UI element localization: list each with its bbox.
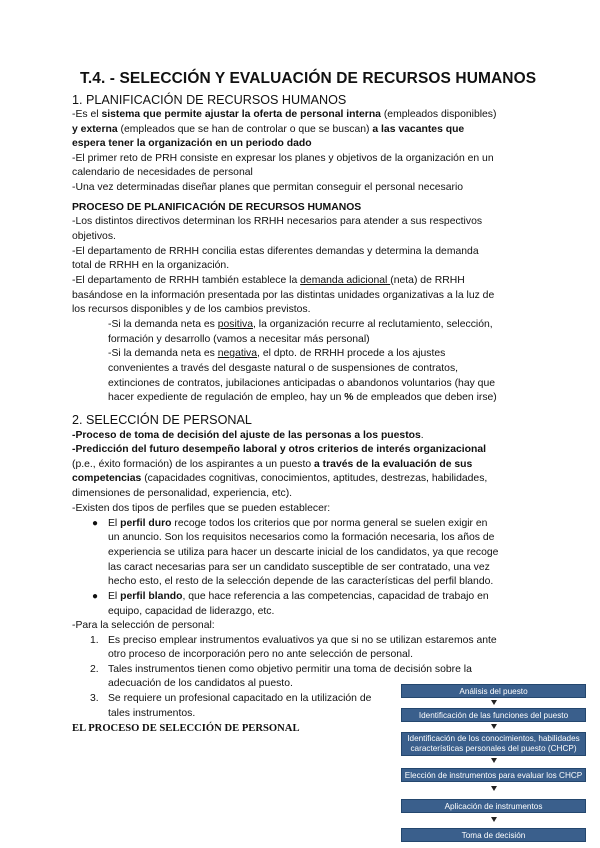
page-title: T.4. - SELECCIÓN Y EVALUACIÓN DE RECURSOS HUMANOS xyxy=(80,70,537,87)
flow-step-chcp-line2: características personales del puesto (CHCP) xyxy=(410,743,577,753)
paragraph-line: las caract necesarias para ser un candidato susceptible de ser contratado, una vez xyxy=(108,562,490,573)
flow-step-decision: Toma de decisión xyxy=(401,828,586,842)
bullet-icon: ● xyxy=(92,518,99,529)
paragraph-line: -Predicción del futuro desempeño laboral y otros criterios de interés organizacional xyxy=(72,444,486,455)
section-heading-seleccion: 2. SELECCIÓN DE PERSONAL xyxy=(72,413,252,427)
paragraph-line: y externa (empleados que se han de controlar o que se buscan) a las vacantes que xyxy=(72,124,465,135)
flow-step-aplicacion: Aplicación de instrumentos xyxy=(401,799,586,813)
paragraph-line: hacer expediente de regulación de empleo, hay un % de empleados que deben irse) xyxy=(108,392,497,403)
paragraph-line: -Si la demanda neta es negativa, el dpto. de RRHH procede a los ajustes xyxy=(108,348,446,359)
paragraph-line: calendario de necesidades de personal xyxy=(72,167,253,178)
list-item-perfil-duro: El perfil duro recoge todos los criterios que por norma general se suelen exigir en xyxy=(108,518,488,529)
paragraph-line: equipo, capacidad de liderazgo, etc. xyxy=(108,606,275,617)
paragraph-line: -El primer reto de PRH consiste en expresar los planes y objetivos de la organización en un xyxy=(72,153,494,164)
paragraph-line: basándose en la información presentada por las distintas unidades organizativas a la luz de xyxy=(72,290,495,301)
paragraph-line: (p.e., éxito formación) de los aspirantes a un puesto a través de la evaluación de sus xyxy=(72,459,473,470)
paragraph-line: -Proceso de toma de decisión del ajuste de las personas a los puestos. xyxy=(72,430,424,441)
paragraph-line: adecuación de los candidatos al puesto. xyxy=(108,678,293,689)
arrow-icon xyxy=(491,786,497,791)
arrow-icon xyxy=(491,817,497,822)
list-number: 2. xyxy=(90,664,99,675)
list-item: Se requiere un profesional capacitado en la utilización de xyxy=(108,693,372,704)
paragraph-line: los recursos disponibles y de los cambios previstos. xyxy=(72,304,311,315)
paragraph-line: -Una vez determinadas diseñar planes que permitan conseguir el personal necesario xyxy=(72,182,464,193)
paragraph-line: -Para la selección de personal: xyxy=(72,620,215,631)
paragraph-line: tales instrumentos. xyxy=(108,708,196,719)
list-item-perfil-blando: El perfil blando, que hace referencia a las competencias, capacidad de trabajo en xyxy=(108,591,489,602)
bullet-icon: ● xyxy=(92,591,99,602)
list-item: Tales instrumentos tienen como objetivo permitir una toma de decisión sobre la xyxy=(108,664,472,675)
list-item: Es preciso emplear instrumentos evaluativos ya que si no se utilizan estaremos ante xyxy=(108,635,497,646)
paragraph-line: otro proceso de incorporación pero no ante selección de personal. xyxy=(108,649,413,660)
paragraph-line: competencias (capacidades cognitivas, conocimientos, aptitudes, destrezas, habilidades, xyxy=(72,473,488,484)
flow-step-eleccion: Elección de instrumentos para evaluar los CHCP xyxy=(401,768,586,782)
paragraph-line: un anuncio. Son los requisitos necesarios como la formación necesaria, los años de xyxy=(108,532,495,543)
paragraph-line: objetivos. xyxy=(72,231,116,242)
paragraph-line: -El departamento de RRHH también establece la demanda adicional (neta) de RRHH xyxy=(72,275,465,286)
paragraph-line: convenientes a través del desgaste natural o de suspensiones de contratos, xyxy=(108,363,459,374)
paragraph-line: -El departamento de RRHH concilia estas diferentes demandas y determina la demanda xyxy=(72,246,479,257)
paragraph-line: total de RRHH en la organización. xyxy=(72,260,230,271)
subheading-proceso-planificacion: PROCESO DE PLANIFICACIÓN DE RECURSOS HUMANOS xyxy=(72,202,362,213)
paragraph-line: dimensiones de personalidad, experiencia, etc). xyxy=(72,488,293,499)
flow-step-funciones: Identificación de las funciones del puesto xyxy=(401,708,586,722)
paragraph-line: -Si la demanda neta es positiva, la organización recurre al reclutamiento, selección, xyxy=(108,319,493,330)
arrow-icon xyxy=(491,700,497,705)
flow-step-analisis: Análisis del puesto xyxy=(401,684,586,698)
arrow-icon xyxy=(491,758,497,763)
paragraph-line: formación y desarrollo (vamos a necesitar más personal) xyxy=(108,334,370,345)
list-number: 3. xyxy=(90,693,99,704)
flow-step-chcp xyxy=(401,732,586,756)
paragraph-line: espera tener la organización en un periodo dado xyxy=(72,138,312,149)
flow-step-chcp-line1: Identificación de los conocimientos, habilidades xyxy=(407,734,580,743)
paragraph-line: -Existen dos tipos de perfiles que se pueden establecer: xyxy=(72,503,331,514)
paragraph-line: -Es el sistema que permite ajustar la oferta de personal interna (empleados disponibles) xyxy=(72,109,497,120)
paragraph-line: -Los distintos directivos determinan los RRHH necesarios para atender a sus respectivos xyxy=(72,216,483,227)
paragraph-line: hecho esto, el resto de la selección depende de las características del perfil blando. xyxy=(108,576,494,587)
closing-heading: EL PROCESO DE SELECCIÓN DE PERSONAL xyxy=(72,723,300,734)
paragraph-line: extinciones de contratos, jubilaciones anticipadas o abandonos voluntarios (hay que xyxy=(108,378,496,389)
section-heading-planificacion: 1. PLANIFICACIÓN DE RECURSOS HUMANOS xyxy=(72,93,347,107)
list-number: 1. xyxy=(90,635,99,646)
arrow-icon xyxy=(491,724,497,729)
paragraph-line: experiencia se utiliza para hacer un descarte inicial de los candidatos, ya que recoge xyxy=(108,547,499,558)
